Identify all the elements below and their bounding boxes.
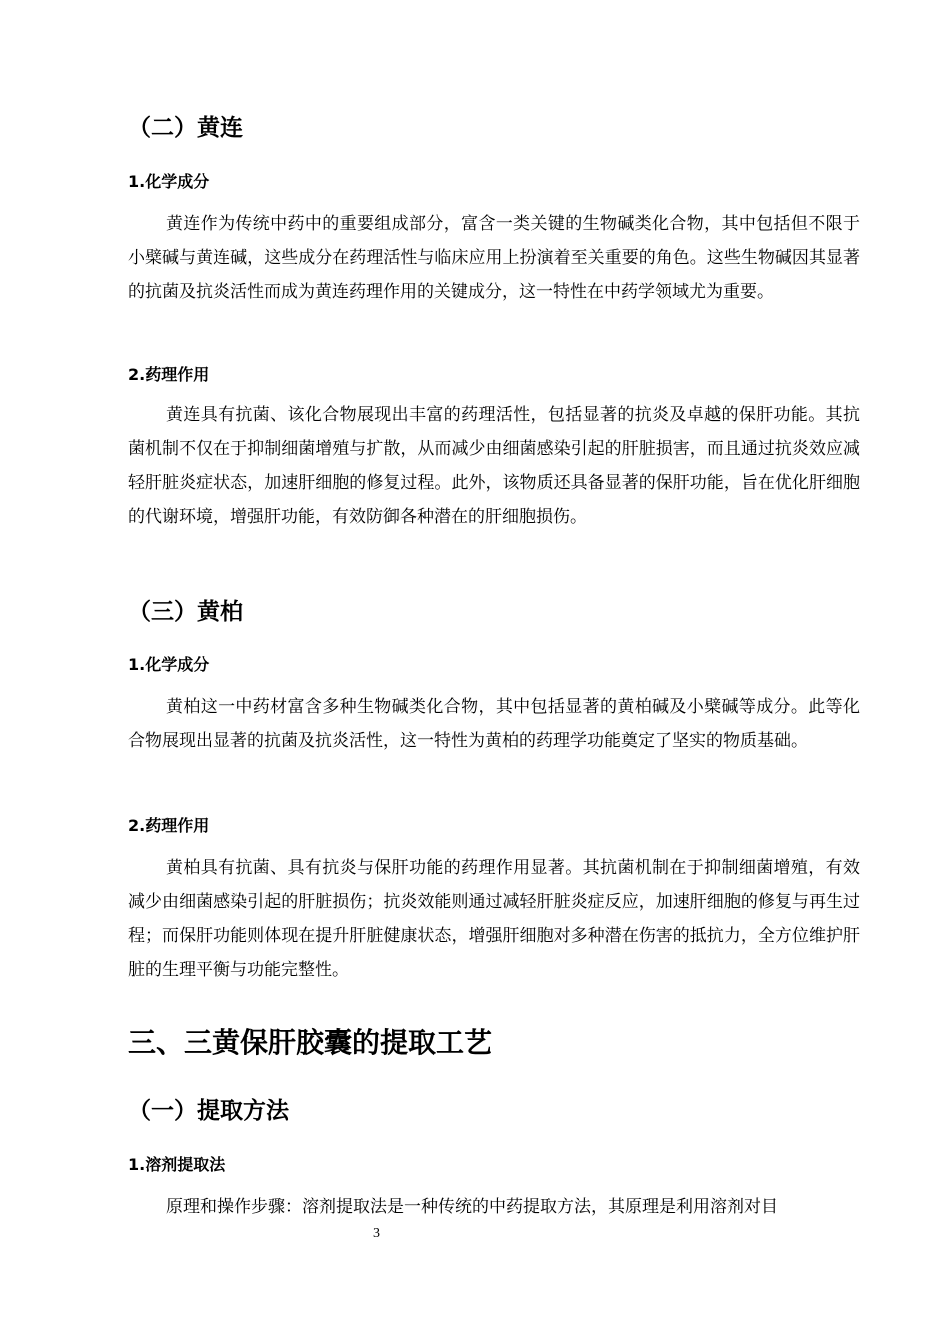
subsection-heading-pharmacology: 2.药理作用 — [128, 816, 210, 835]
paragraph-huangbai-pharmacology: 黄柏具有抗菌、具有抗炎与保肝功能的药理作用显著。其抗菌机制在于抑制细菌增殖，有效减少由细菌感染引起的肝脏损伤；抗炎效能则通过减轻肝脏炎症反应，加速肝细胞的修复与再生过程；而保肝功能则体现在提升肝脏健康状态，增强肝细胞对多种潜在伤害的抵抗力，全方位维护肝脏的生理平衡与功能完整性。 — [128, 858, 860, 980]
paragraph-huanglian-chemical-components: 黄连作为传统中药中的重要组成部分，富含一类关键的生物碱类化合物，其中包括但不限于小檗碱与黄连碱，这些成分在药理活性与临床应用上扮演着至关重要的角色。这些生物碱因其显著的抗菌及抗炎活性而成为黄连药理作用的关键成分，这一特性在中药学领域尤为重要。 — [128, 214, 860, 302]
subsection-heading-chemical-components: 1.化学成分 — [128, 172, 210, 191]
section-heading-huanglian: （二）黄连 — [128, 115, 243, 141]
paragraph-solvent-extraction: 原理和操作步骤：溶剂提取法是一种传统的中药提取方法，其原理是利用溶剂对目 — [166, 1197, 778, 1217]
section-heading-extraction-methods: （一）提取方法 — [128, 1098, 289, 1124]
paragraph-huangbai-chemical-components: 黄柏这一中药材富含多种生物碱类化合物，其中包括显著的黄柏碱及小檗碱等成分。此等化合物展现出显著的抗菌及抗炎活性，这一特性为黄柏的药理学功能奠定了坚实的物质基础。 — [128, 697, 860, 751]
subsection-heading-solvent-extraction: 1.溶剂提取法 — [128, 1155, 226, 1174]
subsection-heading-pharmacology: 2.药理作用 — [128, 365, 210, 384]
paragraph-huanglian-pharmacology: 黄连具有抗菌、该化合物展现出丰富的药理活性，包括显著的抗炎及卓越的保肝功能。其抗菌机制不仅在于抑制细菌增殖与扩散，从而减少由细菌感染引起的肝脏损害，而且通过抗炎效应减轻肝脏炎症状态，加速肝细胞的修复过程。此外，该物质还具备显著的保肝功能，旨在优化肝细胞的代谢环境，增强肝功能，有效防御各种潜在的肝细胞损伤。 — [128, 405, 860, 527]
page-number: 3 — [373, 1226, 380, 1241]
section-heading-huangbai: （三）黄柏 — [128, 599, 243, 625]
chapter-heading: 三、三黄保肝胶囊的提取工艺 — [128, 1026, 493, 1059]
subsection-heading-chemical-components: 1.化学成分 — [128, 655, 210, 674]
